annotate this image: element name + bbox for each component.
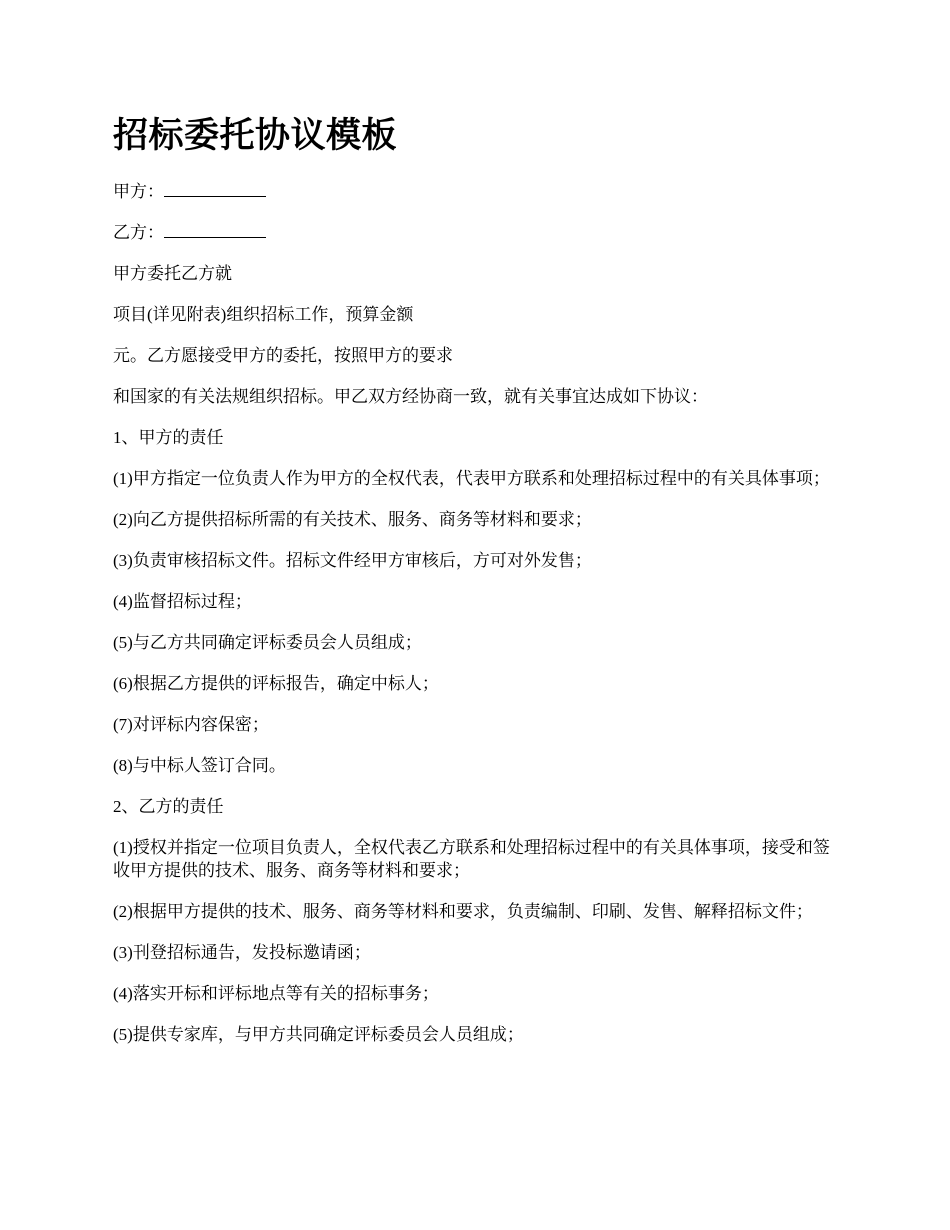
clause: (8)与中标人签订合同。 [113,756,286,775]
clause: (1)甲方指定一位负责人作为甲方的全权代表，代表甲方联系和处理招标过程中的有关具体事项； [113,469,830,488]
party-b-line [113,221,833,244]
paragraph: 元。乙方愿接受甲方的委托，按照甲方的要求 [113,346,453,365]
paragraph: 甲方委托乙方就 [113,264,232,283]
document-title: 招标委托协议模板 [113,116,398,155]
party-b-label: 乙方： [113,223,164,242]
party-a-line [113,180,833,203]
section-heading: 1、甲方的责任 [113,428,224,447]
clause: (6)根据乙方提供的评标报告，确定中标人； [113,674,439,693]
clause: (2)向乙方提供招标所需的有关技术、服务、商务等材料和要求； [113,510,592,529]
paragraph: 和国家的有关法规组织招标。甲乙双方经协商一致，就有关事宜达成如下协议： [113,387,708,406]
section-heading: 2、乙方的责任 [113,797,224,816]
clause: (7)对评标内容保密； [113,715,269,734]
document-body [113,180,833,1064]
party-a-blank [164,181,266,197]
paragraph: 项目(详见附表)组织招标工作，预算金额 [113,305,414,324]
clause: (1)授权并指定一位项目负责人，全权代表乙方联系和处理招标过程中的有关具体事项，接受和签收甲方提供的技术、服务、商务等材料和要求； [113,838,830,880]
clause: (4)监督招标过程； [113,592,252,611]
clause: (5)与乙方共同确定评标委员会人员组成； [113,633,422,652]
party-b-blank [164,222,266,238]
clause: (3)刊登招标通告，发投标邀请函； [113,943,371,962]
clause: (5)提供专家库，与甲方共同确定评标委员会人员组成； [113,1025,524,1044]
clause: (3)负责审核招标文件。招标文件经甲方审核后，方可对外发售； [113,551,592,570]
clause: (2)根据甲方提供的技术、服务、商务等材料和要求，负责编制、印刷、发售、解释招标文件； [113,902,813,921]
clause: (4)落实开标和评标地点等有关的招标事务； [113,984,439,1003]
party-a-label: 甲方： [113,182,164,201]
